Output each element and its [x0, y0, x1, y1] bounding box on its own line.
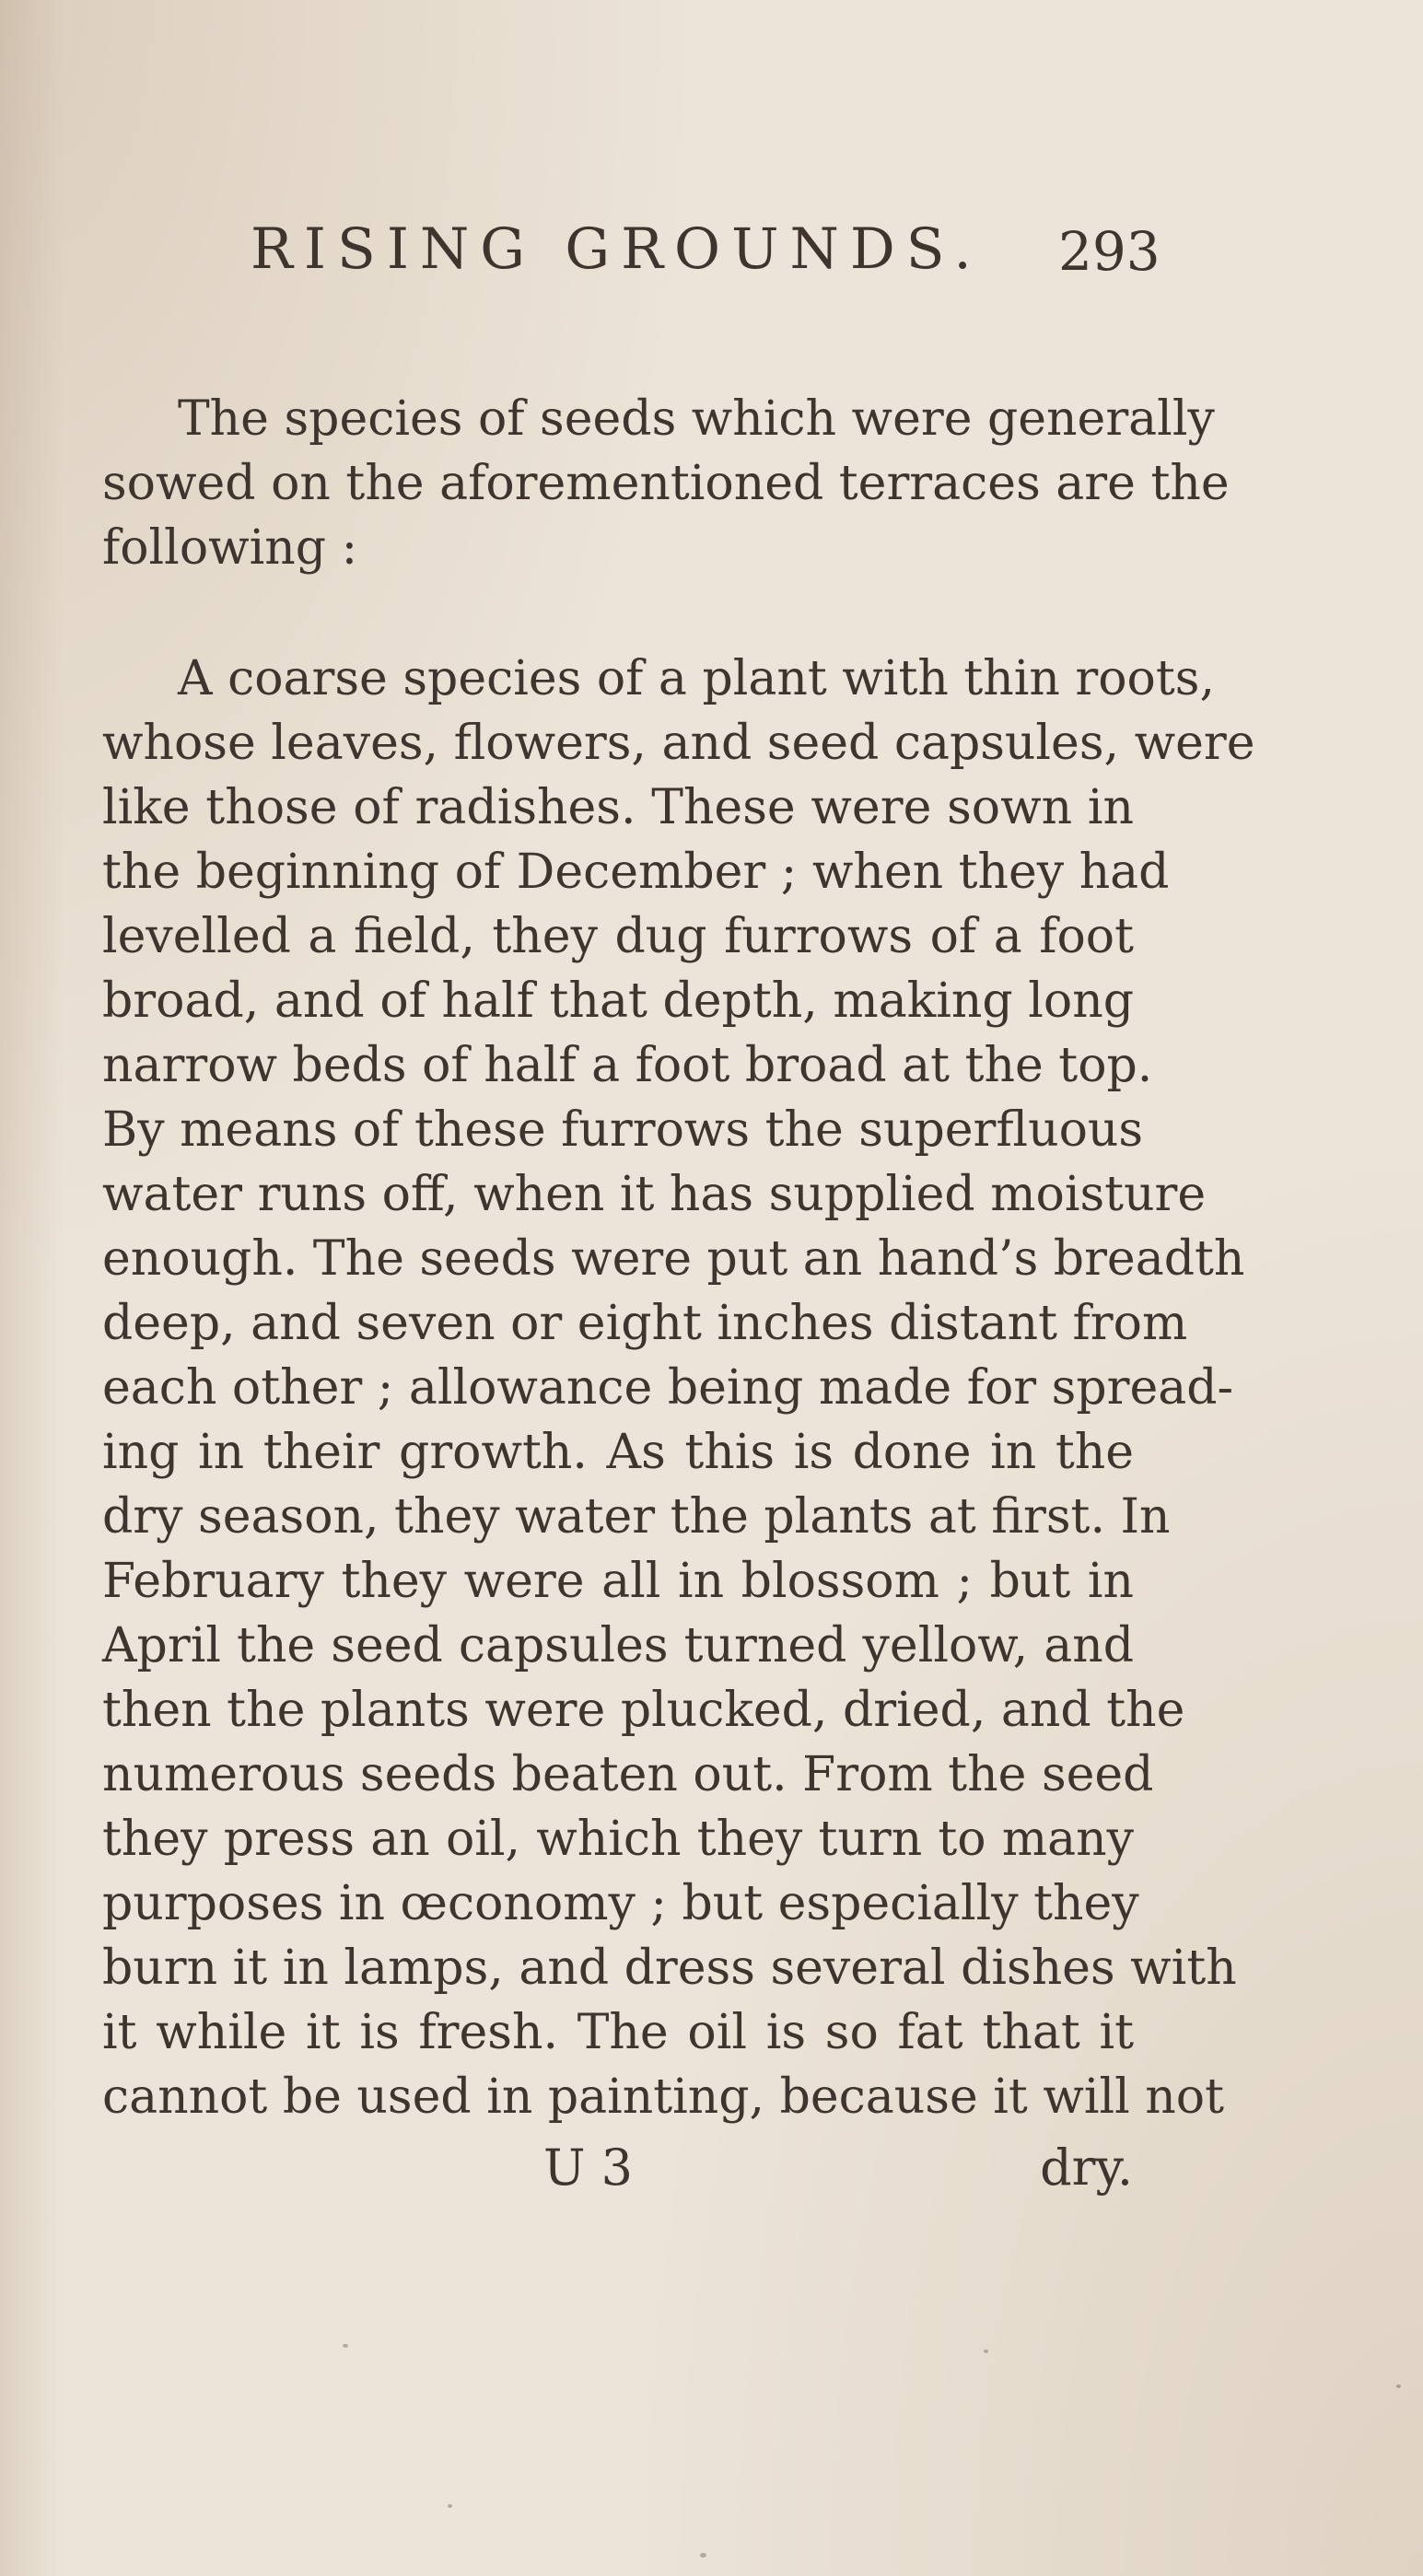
text-line: levelled a field, they dug furrows of a foot: [102, 909, 1134, 964]
text-line: they press an oil, which they turn to many: [102, 1812, 1134, 1867]
text-line: whose leaves, flowers, and seed capsules, were: [102, 716, 1255, 771]
paragraph-gap: [102, 580, 1134, 647]
text-line: deep, and seven or eight inches distant from: [102, 1296, 1188, 1351]
paper-speck: [700, 2553, 706, 2558]
text-line: following :: [102, 520, 358, 576]
text-line: enough. The seeds were put an hand’s breadth: [102, 1231, 1245, 1287]
text-line: April the seed capsules turned yellow, and: [102, 1618, 1134, 1673]
text-line: dry season, they water the plants at first. In: [102, 1489, 1171, 1544]
text-line: it while it is fresh. The oil is so fat that it: [102, 2005, 1134, 2060]
text-line: each other ; allowance being made for spread-: [102, 1360, 1234, 1416]
text-line: February they were all in blossom ; but in: [102, 1554, 1134, 1609]
page-footer: [543, 2139, 1133, 2212]
paper-speck: [984, 2349, 988, 2353]
text-line: A coarse species of a plant with thin roots,: [178, 651, 1215, 706]
page-number: 293: [1058, 220, 1161, 283]
running-title: RISING GROUNDS.: [251, 216, 983, 282]
text-line: By means of these furrows the superfluous: [102, 1102, 1144, 1158]
text-line: the beginning of December ; when they had: [102, 845, 1170, 900]
text-line: cannot be used in painting, because it will not: [102, 2069, 1224, 2125]
catchword: dry.: [1040, 2139, 1133, 2197]
text-line: sowed on the aforementioned terraces are the: [102, 456, 1230, 511]
signature-mark: U 3: [543, 2139, 634, 2197]
text-line: numerous seeds beaten out. From the seed: [102, 1747, 1154, 1802]
text-line: water runs off, when it has supplied moisture: [102, 1167, 1207, 1222]
running-head: [175, 216, 1170, 299]
text-line: like those of radishes. These were sown in: [102, 780, 1134, 835]
text-line: then the plants were plucked, dried, and the: [102, 1683, 1185, 1738]
paper-speck: [448, 2504, 452, 2508]
text-line: burn it in lamps, and dress several dishes with: [102, 1941, 1237, 1996]
text-line: purposes in œconomy ; but especially they: [102, 1876, 1139, 1931]
paper-speck: [343, 2344, 348, 2348]
text-line: The species of seeds which were generally: [178, 391, 1215, 447]
text-line: broad, and of half that depth, making long: [102, 973, 1134, 1029]
paper-speck: [1396, 2384, 1401, 2388]
text-line: narrow beds of half a foot broad at the top.: [102, 1038, 1153, 1093]
text-line: ing in their growth. As this is done in the: [102, 1425, 1134, 1480]
body-text: [102, 387, 1255, 2129]
